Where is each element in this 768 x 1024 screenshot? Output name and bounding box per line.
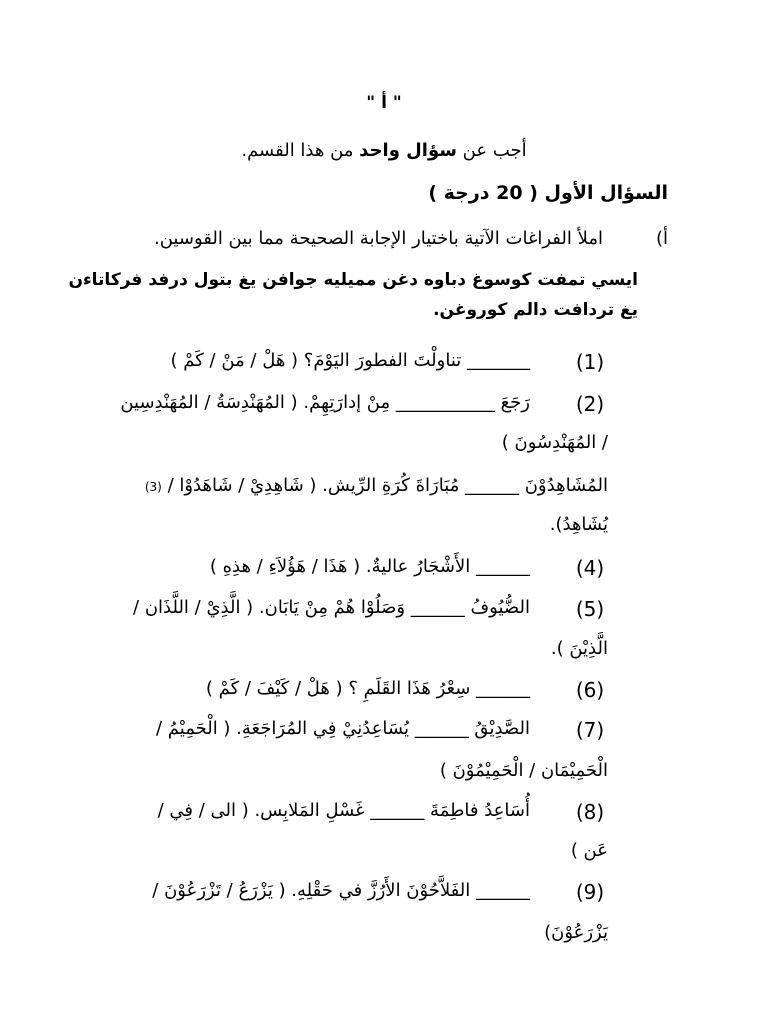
item-text: رَجَعَ ___________ مِنْ إدارَتِهِمْ. ( المُهَنْدِسَةُ / المُهَنْدِسِين [120,392,530,413]
item-number: (2) [575,392,605,416]
section-label: " أ " [366,93,402,113]
item-number: (8) [575,800,605,824]
item-number: (5) [575,597,605,621]
item-number: (3) [144,480,162,494]
item-text: ______ سِعْرُ هَذَا القَلَمِ ؟ ( هَلْ / كَيْفَ / كَمْ ) [205,678,530,699]
item-text-continued: عَن ) [570,840,608,861]
item-text-continued: الَّذِيْنَ ). [550,638,608,659]
item-text: ______ الأَشْجَارُ عاليةٌ. ( هَذَا / هَؤُلاَءِ / هذِهِ ) [209,556,530,577]
item-text-line: المُشَاهِدُوْنَ ______ مُبَارَاةَ كُرَةِ الرِّيش. ( شَاهِدِيْ / شَاهَدُوْا / [167,475,608,496]
item-text-continued: يَزْرَعُوْنَ) [544,922,608,943]
question-title: السؤال الأول ( 20 درجة ) [428,182,668,204]
malay-instruction-line-2: يغ تردافت دالم كوروغن. [433,300,638,320]
instruction-suffix: من هذا القسم. [241,140,360,161]
item-text-continued: يُشَاهِدُ). [549,514,608,535]
item-number: (1) [575,350,605,374]
instruction-prefix: أجب عن [456,140,527,161]
item-text: الضُّيُوفُ ______ وَصَلُوْا هُمْ مِنْ يَابَان. ( الَّذِيْ / اللَّذَان / [133,597,530,618]
instruction [0,140,768,161]
part-instruction: املأ الفراغات الآتية باختيار الإجابة الصحيحة مما بين القوسين. [154,228,603,249]
item-text: الصَّدِيْقُ ______ يُسَاعِدُنِيْ فِي المُرَاجَعَةِ. ( الْحَمِيْمُ / [156,718,530,739]
item-text [145,475,608,496]
item-text: ______ الفَلاَّحُوْنَ الأَرُزَّ في حَقْلِهِ. ( يَزْرَعُ / تَزْرَعُوْنَ / [152,880,530,901]
instruction-bold: سؤال واحد [359,140,457,161]
malay-instruction-line-1: ايسي تمفت كوسوغ دباوه دغن مميليه جوافن يغ بتول درفد فركاتاءن [68,270,638,290]
item-number: (9) [575,880,605,904]
item-number: (7) [575,718,605,742]
part-letter: أ) [655,228,668,249]
item-text: _______ تناولْتَ الفطورَ اليَوْمَ؟ ( هَلْ / مَنْ / كَمْ ) [170,350,530,371]
item-text-continued: الْحَمِيْمَان / الْحَمِيْمُوْنَ ) [439,760,608,781]
item-text-continued: / المُهَنْدِسُونَ ) [501,432,608,453]
item-text: أُسَاعِدُ فاطِمَةَ ______ غَسْلِ المَلابِس. ( الى / فِي / [157,800,530,821]
item-number: (6) [575,678,605,702]
item-number: (4) [575,556,605,580]
